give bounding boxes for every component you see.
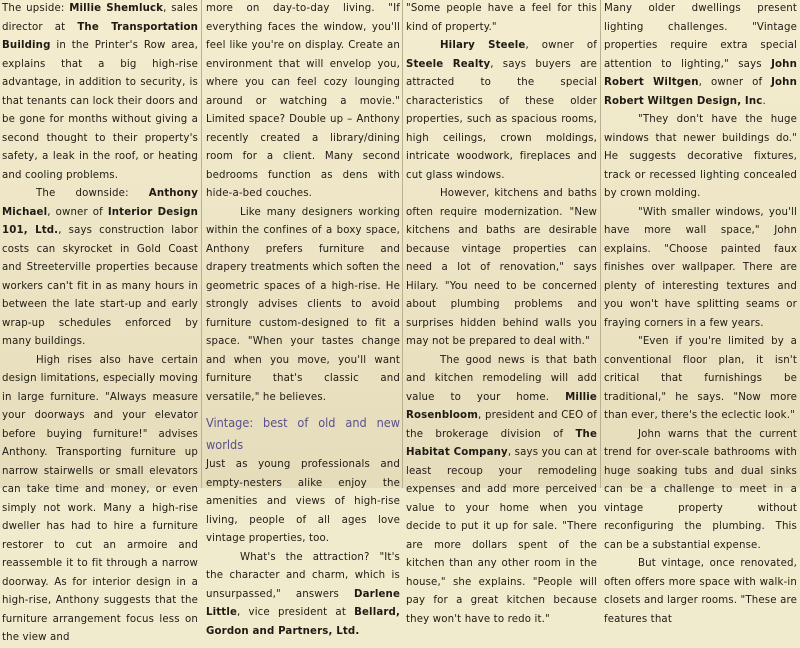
paragraph: "Even if you're limited by a conventional floor plan, it isn't critical that furnishings be traditional," he says. "Now more than ever, there's the eclectic look." <box>604 336 797 421</box>
paragraph: However, kitchens and baths often require modernization. "New kitchens and baths are desirable because vintage properties can need a lot of renovation," says Hilary. "You need to be concerned about plumbing problems and surprises hidden behind walls you may not be prepared to deal with." <box>406 188 597 347</box>
paragraph: "Some people have a feel for this kind of property." <box>406 3 597 33</box>
article-column-3 <box>406 0 598 625</box>
paragraph: What's the attraction? "It's the character and charm, which is unsurpassed," answers Darlene Little, vice president at Bellard, Gordon and Partners, Ltd. <box>206 551 400 637</box>
paragraph: Many older dwellings present lighting challenges. "Vintage properties require extra special attention to lighting," says John Robert Wiltgen, owner of John Robert Wiltgen Design, Inc. <box>604 3 797 107</box>
column-rule <box>201 0 202 488</box>
article-column-4 <box>604 0 797 625</box>
paragraph: The good news is that bath and kitchen remodeling will add value to your home. Millie Rosenbloom, president and CEO of the brokerage division of The Habitat Company, says you can at least recoup your remodeling expenses and add more perceived value to your home when you decide to put it up for sale. "There are more dollars spent of the kitchen than any other room in the house," she explains. "People will pay for a great kitchen because they won't have to redo it." <box>406 354 598 625</box>
column-rule <box>600 0 601 488</box>
paragraph: Just as young professionals and empty-nesters alike enjoy the amenities and views of high-rise living, people of all ages love vintage properties, too. <box>206 459 400 544</box>
column-rule <box>402 0 403 488</box>
paragraph: But vintage, once renovated, often offers more space with walk-in closets and larger rooms. "These are features that <box>604 558 797 625</box>
article-column-1 <box>2 0 199 643</box>
article-column-2 <box>206 0 400 637</box>
paragraph: "They don't have the huge windows that newer buildings do." He suggests decorative fixtures, track or recessed lighting concealed by crown molding. <box>604 114 797 199</box>
paragraph: Like many designers working within the confines of a boxy space, Anthony prefers furniture and drapery treatments which soften the geometric spaces of a high-rise. He strongly advises clients to avoid furniture custom-designed to fit a space. "When your tastes change and when you move, you'll want furniture that's classic and versatile," he believes. <box>206 206 400 403</box>
paragraph: The upside: Millie Shemluck, sales director at The Transportation Building in the Printer's Row area, explains that a big high-rise advantage, in addition to security, is that tenants can lock their doors and be gone for months without giving a second thought to their property's safety, a leak in the roof, or heating and cooling problems. <box>2 3 199 181</box>
paragraph: "With smaller windows, you'll have more wall space," John explains. "Choose painted faux finishes over wallpaper. There are plenty of interesting textures and you won't have splitting seams or fraying corners in a few years. <box>604 206 797 329</box>
paragraph: The downside: Anthony Michael, owner of Interior Design 101, Ltd., says construction labor costs can skyrocket in Gold Coast and Streeterville properties because workers can't fit in as many hours in between the late start-up and early wrap-up schedules enforced by many buildings. <box>2 188 199 347</box>
paragraph: John warns that the current trend for over-scale bathrooms with huge soaking tubs and dual sinks can be a challenge to meet in a vintage property without reconfiguring the plumbing. This can be a substantial expense. <box>604 428 797 551</box>
paragraph: High rises also have certain design limitations, especially moving in large furniture. "Always measure your doorways and your elevator before buying furniture!" advises Anthony. Transporting furniture up narrow stairwells or small elevators can take time and money, or even simply not work. Many a high-rise dweller has had to hire a furniture restorer to cut an armoire and reassemble it to fit through a narrow doorway. As for interior design in a high-rise, Anthony suggests that the furniture arrangement focus less on the view and <box>2 354 198 643</box>
paragraph: Hilary Steele, owner of Steele Realty, says buyers are attracted to the special characteristics of these older properties, such as spacious rooms, high ceilings, crown moldings, intricate woodwork, fireplaces and cut glass windows. <box>406 40 597 181</box>
section-heading: Vintage: best of old and new worlds <box>206 415 400 452</box>
paragraph: more on day-to-day living. "If everything faces the window, you'll feel like you're on display. Create an environment that will envelop you, where you can feel cozy lounging around or watching a movie." Limited space? Double up – Anthony recently created a library/dining room for a client. Many second bedrooms function as dens with hide-a-bed couches. <box>206 3 400 199</box>
